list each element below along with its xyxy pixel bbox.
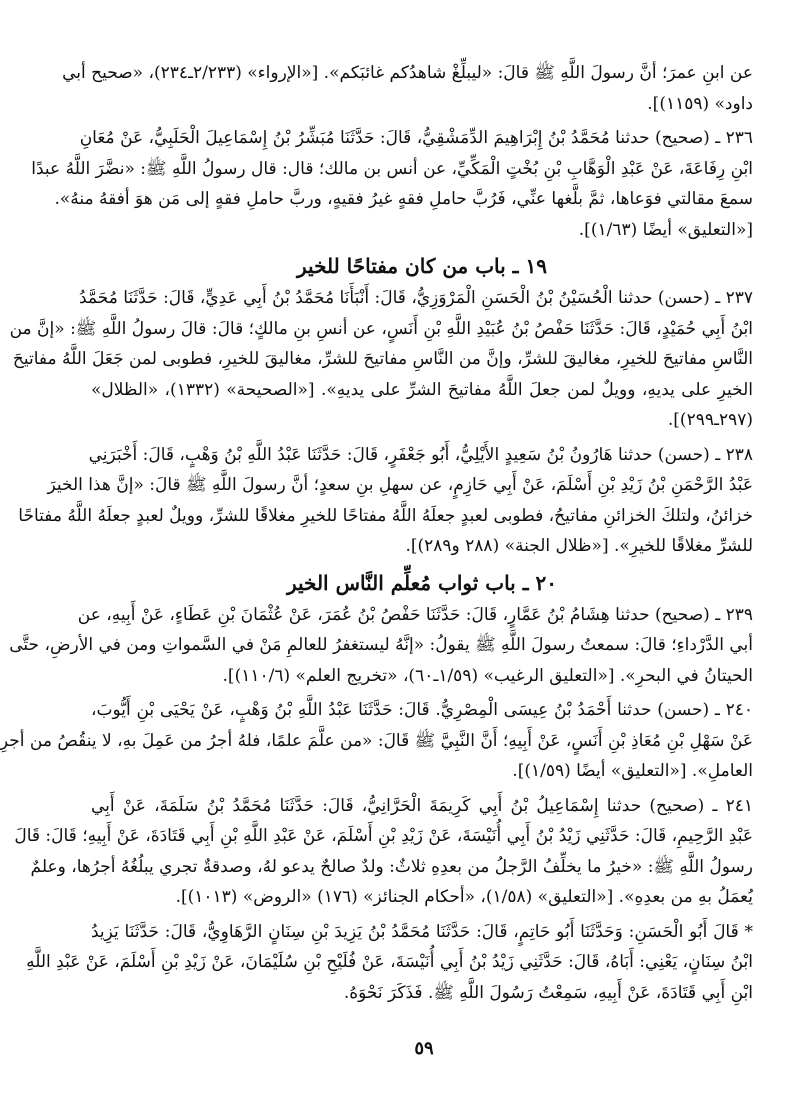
hadith-paragraph (14, 791, 753, 913)
text-line: ابْنِ أَبِي قَتَادَةَ، عَنْ أَبِيهِ، سَمِعْتُ رَسُولَ اللَّهِ ﷺ. فَذَكَرَ نَحْوَهُ. (343, 982, 753, 1003)
chapter-heading: ٢٠ ـ باب ثواب مُعلِّم النَّاس الخير (286, 570, 557, 595)
text-line: ابْنِ رِفَاعَةَ، عَنْ عَبْدِ الْوَهَّابِ بْنِ بُخْتٍ الْمَكِّيِّ، عن أنس بن مالك؛ قال: قال رسولُ اللَّهِ ﷺ: «نضَّرَ اللَّهُ عبدًا (31, 158, 753, 179)
text-line: ابْنُ سِنَانٍ، يَعْنِي: أَبَاهُ، قَالَ: حَدَّثَنِي زَيْدُ بْنُ أَبِي أُنَيْسَةَ، عَنْ فُلَيْحِ بْنِ سُلَيْمَانَ، عَنْ زَيْدِ بْنِ أَسْلَمَ، عَنْ عَبْدِ اللَّهِ (26, 952, 753, 972)
text-line: أبي الدَّرْداءِ؛ قالَ: سمعتُ رسولَ اللَّهِ ﷺ يقولُ: «إنَّهُ ليستغفرُ للعالمِ مَنْ في السَّمواتِ ومن في الأرضِ، حتَّى (9, 635, 753, 655)
hadith-paragraph (31, 123, 753, 245)
text-line: عَنْ سَهْلِ بْنِ مُعَاذِ بْنِ أَنَسٍ، عَنْ أَبِيهِ؛ أَنَّ النَّبِيَّ ﷺ قَالَ: «من علَّمَ علمًا، فلهُ أجرُ من عَمِلَ بهِ، لا ينقُصُ من أجرِ (0, 730, 753, 751)
text-line: عَبْدُ الرَّحْمَنِ بْنُ زَيْدِ بْنِ أَسْلَمَ، عَنْ أَبِي حَازِمٍ، عن سهلِ بنِ سعدٍ؛ أنَّ رسولَ اللَّهِ ﷺ قالَ: «إنَّ هذا الخيرَ (47, 475, 753, 495)
hadith-paragraph (9, 283, 754, 436)
text-line: رسولُ اللَّهِ ﷺ: «خيرُ ما يخلِّفُ الرَّجلُ من بعدِهِ ثلاثٌ: ولدٌ صالحٌ يدعو لهُ، وصدقةٌ تجري يبلُغُهُ أجرُها، وعلمٌ (30, 856, 753, 877)
text-line: ٢٤١ ـ (صحيح) حدثنا إِسْمَاعِيلُ بْنُ أَبِي كَرِيمَةَ الْحَرَّانِيُّ، قَالَ: حَدَّثَنَا مُحَمَّدُ بْنُ سَلَمَةَ، عَنْ أَبِي (91, 795, 753, 816)
page-body (0, 58, 754, 1008)
text-line: العاملِ». [«التعليق» أيضًا (١/٥٩)]. (512, 761, 753, 781)
text-line: ٢٣٩ ـ (صحيح) حدثنا هِشَامُ بْنُ عَمَّارٍ، قَالَ: حَدَّثَنَا حَفْصُ بْنُ عُمَرَ، عَنْ عُثْمَانَ بْنِ عَطَاءٍ، عَنْ أَبِيهِ، عن (77, 604, 753, 625)
text-line: خزائنُ، ولتلكَ الخزائنِ مفاتيحُ، فطوبى لعبدٍ جعلَهُ اللَّهُ مفتاحًا للخيرِ مغلاقًا للشرِّ، وويلٌ لعبدٍ جعلَهُ اللَّهُ مفتاحًا (18, 505, 753, 526)
hadith-paragraph (0, 695, 753, 787)
text-line: للشرِّ مغلاقًا للخيرِ». [«ظلال الجنة» (٢٨٨ و٢٨٩)]. (405, 536, 753, 556)
text-line: النَّاسِ مفاتيحَ للخيرِ، مغاليقَ للشرِّ، وإنَّ من النَّاسِ مفاتيحَ للشرِّ، مغاليقَ للخيرِ، فطوبى لمن جَعَلَ اللَّهُ مفاتيحَ (12, 349, 753, 369)
hadith-paragraph (9, 600, 753, 692)
text-line: ٢٤٠ ـ (حسن) حدثنا أَحْمَدُ بْنُ عِيسَى الْمِصْرِيُّ. قَالَ: حَدَّثَنَا عَبْدُ اللَّهِ بْنُ وَهْبٍ، عَنْ يَحْيَى بْنِ أَيُّوبَ، (91, 700, 753, 720)
text-line: يُعمَلُ بهِ من بعدِهِ». [«التعليق» (١/٥٨)، «أحكام الجنائز» (١٧٦) «الروض» (١٠١٣)]. (175, 887, 753, 907)
hadith-paragraph (62, 58, 753, 119)
chapter-heading: ١٩ ـ باب من كان مفتاحًا للخير (297, 254, 547, 278)
text-line: ٢٣٦ ـ (صحيح) حدثنا مُحَمَّدُ بْنُ إِبْرَاهِيمَ الدِّمَشْقِيُّ، قَالَ: حَدَّثَنَا مُبَشِّرُ بْنُ إِسْمَاعِيلَ الْحَلَبِيُّ، عَنْ مُعَانِ (79, 128, 753, 148)
text-line: ابْنُ أَبِي حُمَيْدٍ، قَالَ: حَدَّثَنَا حَفْصُ بْنُ عُبَيْدِ اللَّهِ بْنِ أَنَسٍ، عن أنسِ بنِ مالكٍ؛ قالَ: قالَ رسولُ اللَّهِ ﷺ: «إنَّ من (9, 318, 753, 339)
text-line: داود» (١١٥٩)]. (647, 93, 753, 114)
text-line: ٢٣٨ ـ (حسن) حدثنا هَارُونُ بْنُ سَعِيدٍ الأَيْلِيُّ، أَبُو جَعْفَرٍ، قَالَ: حَدَّثَنَا عَبْدُ اللَّهِ بْنُ وَهْبٍ، قَالَ: أَخْبَرَنِي (88, 444, 753, 465)
text-line: * قَالَ أَبُو الْحَسَنِ: وَحَدَّثَنَا أَبُو حَاتِمٍ، قَالَ: حَدَّثَنَا مُحَمَّدُ بْنُ يَزِيدَ بْنِ سِنَانٍ الرَّهَاوِيُّ، قَالَ: حَدَّثَنَا يَزِيدُ (91, 921, 753, 942)
hadith-paragraph (26, 917, 753, 1009)
text-line: [«التعليق» أيضًا (١/٦٣)]. (578, 219, 753, 240)
text-line: سمعَ مقالتي فوَعاها، ثمَّ بلَّغها عنِّي، فَرُبَّ حاملِ فقهٍ غيرُ فقيهٍ، وربَّ حاملِ فقهٍ إلى مَن هوَ أفقهُ منهُ». (54, 189, 753, 209)
page-number: ٥٩ (414, 1038, 434, 1059)
text-line: الخيرِ على يديهِ، وويلٌ لمن جعلَ اللَّهُ مفاتيحَ الشرِّ على يديهِ». [«الصحيحة» (١٣٣٢)، «الظلال» (91, 379, 754, 400)
text-line: الحيتانُ في البحرِ». [«التعليق الرغيب» (١/٥٩ـ٦٠)، «تخريج العلم» (١١٠/٦)]. (222, 665, 753, 686)
hadith-paragraph (18, 440, 753, 562)
text-line: (٢٩٧ـ٢٩٩)]. (667, 410, 753, 430)
text-line: عن ابنِ عمرَ؛ أنَّ رسولَ اللَّهِ ﷺ قالَ: «ليبلِّغْ شاهدُكم غائبَكم». [«الإرواء» (٢/٢٣٣ـ٢٣٤)، «صحيح أبي (62, 63, 753, 83)
text-line: ٢٣٧ ـ (حسن) حدثنا الْحُسَيْنُ بْنُ الْحَسَنِ الْمَرْوَزِيُّ، قَالَ: أَنْبَأَنَا مُحَمَّدُ بْنُ أَبِي عَدِيٍّ، قَالَ: حَدَّثَنَا مُحَمَّدُ (78, 288, 753, 308)
text-line: عَبْدِ الرَّحِيمِ، قَالَ: حَدَّثَنِي زَيْدُ بْنُ أَبِي أُنَيْسَةَ، عَنْ زَيْدِ بْنِ أَسْلَمَ، عَنْ عَبْدِ اللَّهِ بْنِ أَبِي قَتَادَةَ، عَنْ أَبِيهِ؛ قَالَ: قَالَ (14, 826, 753, 846)
